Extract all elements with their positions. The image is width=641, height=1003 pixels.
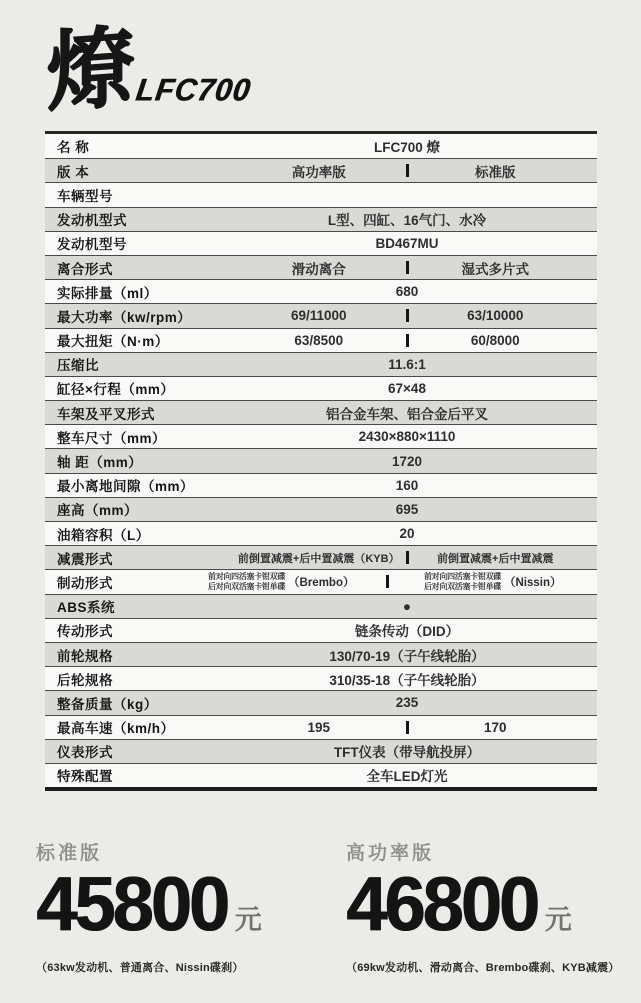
price-currency: 元 <box>544 905 574 935</box>
row-value-left: 前倒置减震+后中置减震（KYB） <box>237 552 400 565</box>
row-value-left: 69/11000 <box>290 308 347 324</box>
row-value-left <box>177 572 386 591</box>
row-dual-values <box>217 161 597 181</box>
brand-logo <box>46 14 253 123</box>
row-value: 67×48 <box>388 380 426 396</box>
row-label: 发动机型号 <box>57 237 127 253</box>
row-label: 最大功率（kw/rpm） <box>57 309 192 325</box>
row-label: 轴 距（mm） <box>57 455 143 471</box>
table-row <box>45 545 597 569</box>
row-label: 最小离地间隙（mm） <box>57 479 195 495</box>
row-label: 发动机型式 <box>57 213 127 229</box>
dual-value-group <box>232 258 582 278</box>
row-value: ● <box>402 598 412 614</box>
row-value: 310/35-18（子午线轮胎） <box>329 672 485 688</box>
row-label: 后轮规格 <box>57 672 113 688</box>
table-row <box>45 618 597 642</box>
row-value-right: 170 <box>483 719 507 735</box>
row-value: 235 <box>395 695 419 711</box>
dual-value-group <box>232 550 582 566</box>
row-value: 20 <box>399 526 415 542</box>
row-value: 链条传动（DID） <box>354 624 460 640</box>
dual-value-group <box>232 720 582 735</box>
brand-logo-glyph: 燎 <box>46 16 134 123</box>
brake-spec-line: 后对向双活塞卡钳单碟 <box>423 581 501 591</box>
price-note: （69kw发动机、滑动离合、Brembo碟刹、KYB减震） <box>346 962 620 974</box>
dual-value-group <box>232 308 582 323</box>
brake-spec-lines <box>208 572 285 591</box>
row-label: 最大扭矩（N·m） <box>57 334 169 350</box>
row-label: 整车尺寸（mm） <box>57 430 167 446</box>
table-row <box>45 158 597 182</box>
table-row <box>45 376 597 400</box>
row-label: ABS系统 <box>57 600 116 616</box>
row-value-right <box>389 572 598 591</box>
row-value: 全车LED灯光 <box>366 769 448 785</box>
row-label: 车架及平叉形式 <box>57 406 155 422</box>
table-row <box>45 352 597 376</box>
table-row <box>45 497 597 521</box>
row-value-right: 湿式多片式 <box>461 261 529 277</box>
brake-brand: （Brembo） <box>288 576 355 589</box>
table-row <box>45 739 597 763</box>
table-row <box>45 448 597 472</box>
row-value-right: 标准版 <box>475 164 516 180</box>
table-row <box>45 279 597 303</box>
row-label: 减震形式 <box>57 551 113 567</box>
price-version-label: 高功率版 <box>346 843 435 864</box>
price-version-label: 标准版 <box>36 843 103 864</box>
row-dual-values <box>217 550 597 566</box>
table-row <box>45 400 597 424</box>
row-value-right: 60/8000 <box>470 332 520 348</box>
price-amount: 46800 <box>346 860 537 948</box>
table-row <box>45 666 597 690</box>
price-note: （63kw发动机、普通离合、Nissin碟刹） <box>36 962 244 974</box>
row-value: 680 <box>395 284 419 300</box>
row-value: 130/70-19（子午线轮胎） <box>329 648 485 664</box>
table-row <box>45 134 597 158</box>
table-row <box>45 424 597 448</box>
price-block-standard <box>36 838 326 975</box>
brake-spec-lines <box>424 572 501 591</box>
row-value-left: 195 <box>307 719 331 735</box>
row-value-right: 前倒置减震+后中置减震 <box>437 552 554 565</box>
dual-value-group <box>232 161 582 181</box>
row-label: 传动形式 <box>57 624 113 640</box>
row-label: 前轮规格 <box>57 648 113 664</box>
brake-brand: （Nissin） <box>503 576 562 589</box>
table-row <box>45 594 597 618</box>
brake-spec-line: 后对向双活塞卡钳单碟 <box>208 581 286 591</box>
price-currency: 元 <box>234 905 264 935</box>
table-row <box>45 715 597 739</box>
brand-logo-model: LFC700 <box>133 73 253 108</box>
row-label: 名 称 <box>57 140 90 156</box>
row-value: BD467MU <box>375 235 439 251</box>
price-line <box>346 860 636 948</box>
dual-value-group <box>232 333 582 348</box>
row-label: 实际排量（ml） <box>57 285 158 301</box>
row-value: L型、四缸、16气门、水冷 <box>327 213 487 229</box>
row-label: 制动形式 <box>57 575 113 591</box>
table-row <box>45 642 597 666</box>
row-value: 11.6:1 <box>388 356 426 372</box>
row-label: 油箱容积（L） <box>57 527 150 543</box>
row-value-left: 高功率版 <box>291 164 346 180</box>
row-value: LFC700 燎 <box>373 140 441 156</box>
table-row <box>45 521 597 545</box>
row-dual-values <box>217 720 597 735</box>
table-row <box>45 255 597 279</box>
row-value: 160 <box>395 477 419 493</box>
table-row <box>45 231 597 255</box>
row-label: 缸径×行程（mm） <box>57 382 175 398</box>
table-row <box>45 328 597 352</box>
price-line <box>36 860 326 948</box>
row-value-right: 63/10000 <box>467 308 524 324</box>
row-label: 座高（mm） <box>57 503 139 519</box>
row-dual-values <box>217 333 597 348</box>
table-row <box>45 207 597 231</box>
table-row <box>45 690 597 714</box>
row-dual-values <box>177 572 597 591</box>
row-label: 整备质量（kg） <box>57 696 158 712</box>
dual-value-group <box>177 572 597 591</box>
row-label: 车辆型号 <box>57 188 113 204</box>
row-label: 版 本 <box>57 164 90 180</box>
row-label: 压缩比 <box>57 358 99 374</box>
row-value: 695 <box>395 501 419 517</box>
brake-spec-line: 前对向四活塞卡钳双碟 <box>423 572 501 582</box>
row-dual-values <box>217 308 597 323</box>
brake-spec-line: 前对向四活塞卡钳双碟 <box>208 572 286 582</box>
row-dual-values <box>217 258 597 278</box>
table-row <box>45 182 597 206</box>
table-row <box>45 763 597 787</box>
row-value-left: 63/8500 <box>294 332 344 348</box>
row-value: TFT仪表（带导航投屏） <box>333 745 481 761</box>
row-value: 1720 <box>391 453 423 469</box>
table-row <box>45 473 597 497</box>
table-row <box>45 569 597 593</box>
row-label: 最高车速（km/h） <box>57 721 175 737</box>
table-row <box>45 303 597 327</box>
spec-table <box>45 131 597 791</box>
row-label: 特殊配置 <box>57 769 113 785</box>
row-label: 仪表形式 <box>57 745 113 761</box>
price-block-high-power <box>346 838 636 975</box>
row-value: 2430×880×1110 <box>358 429 456 445</box>
row-value-left: 滑动离合 <box>291 261 346 277</box>
row-value: 铝合金车架、铝合金后平叉 <box>326 406 488 422</box>
price-amount: 45800 <box>36 860 227 948</box>
row-label: 离合形式 <box>57 261 113 277</box>
